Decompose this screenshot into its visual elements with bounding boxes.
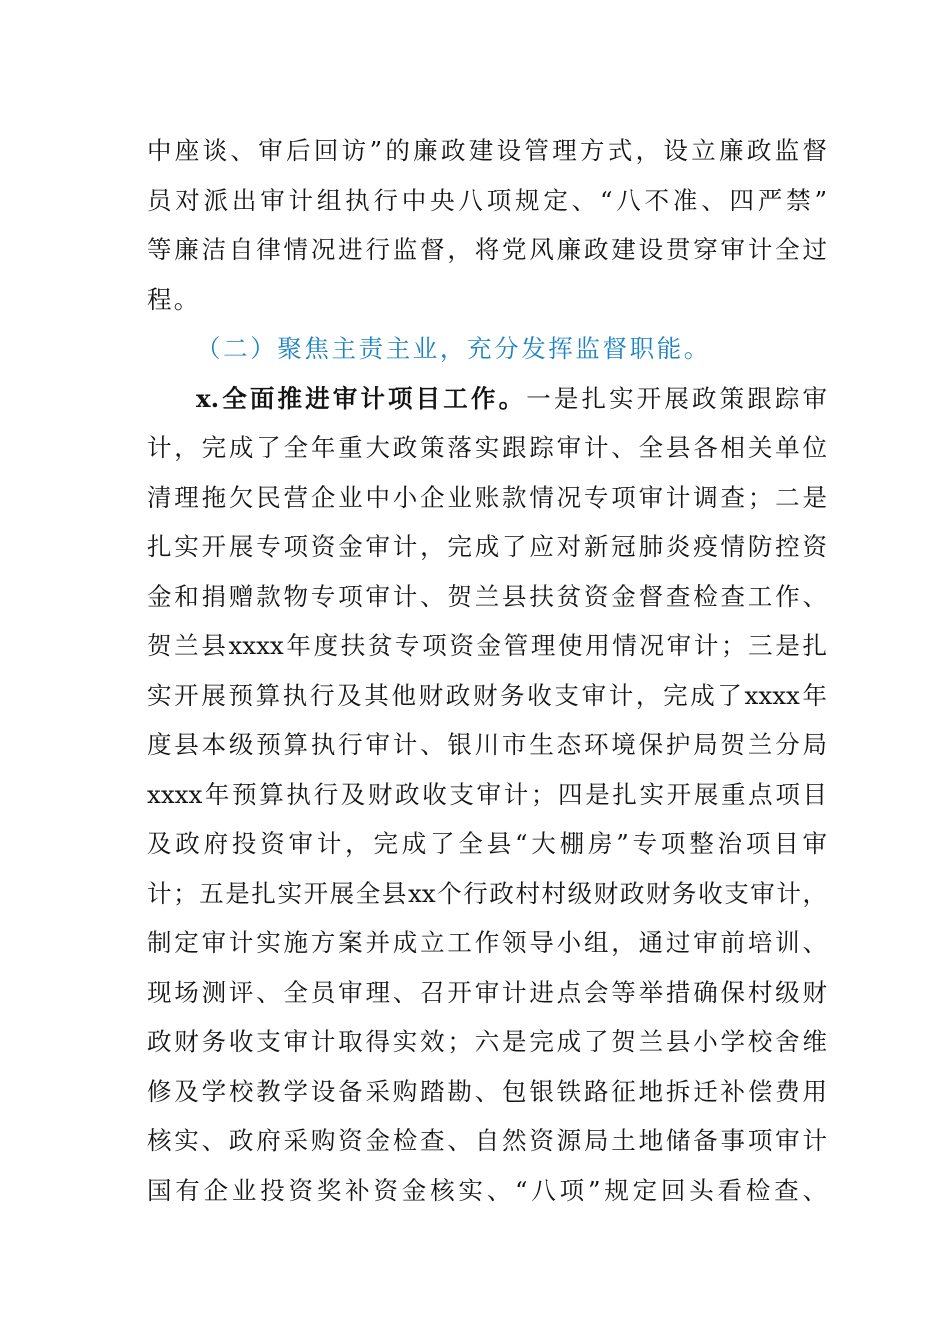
item-first-line-text: 一是扎实开展政策跟踪审 bbox=[526, 383, 828, 413]
paragraph-line: xxxx年预算执行及财政收支审计；四是扎实开展重点项目 bbox=[147, 779, 827, 809]
paragraph-line: 员对派出审计组执行中央八项规定、“八不准、四严禁” bbox=[147, 185, 827, 215]
paragraph-line: 实开展预算执行及其他财政财务收支审计，完成了xxxx年 bbox=[147, 680, 827, 710]
paragraph-line: 等廉洁自律情况进行监督，将党风廉政建设贯穿审计全过 bbox=[147, 235, 827, 264]
paragraph-line: 贺兰县xxxx年度扶贫专项资金管理使用情况审计；三是扎 bbox=[147, 631, 827, 660]
paragraph-line: 中座谈、审后回访”的廉政建设管理方式，设立廉政监督 bbox=[147, 136, 827, 165]
paragraph-line: 现场测评、全员审理、召开审计进点会等举措确保村级财 bbox=[147, 977, 827, 1007]
paragraph-line: 核实、政府采购资金检查、自然资源局土地储备事项审计 bbox=[147, 1126, 827, 1155]
item-first-line bbox=[147, 374, 827, 424]
paragraph-line: 修及学校教学设备采购踏勘、包银铁路征地拆迁补偿费用 bbox=[147, 1076, 827, 1106]
paragraph-line: 程。 bbox=[147, 284, 201, 314]
paragraph-line: 扎实开展专项资金审计，完成了应对新冠肺炎疫情防控资 bbox=[147, 532, 827, 561]
paragraph-line: 政财务收支审计取得实效；六是完成了贺兰县小学校舍维 bbox=[147, 1027, 827, 1056]
body-text bbox=[147, 126, 827, 1215]
paragraph-line: 计；五是扎实开展全县xx个行政村村级财政财务收支审计， bbox=[147, 878, 827, 908]
paragraph-line: 金和捐赠款物专项审计、贺兰县扶贫资金督查检查工作、 bbox=[147, 581, 827, 611]
paragraph-line: 国有企业投资奖补资金核实、“八项”规定回头看检查、 bbox=[147, 1175, 827, 1205]
section-heading: （二）聚焦主责主业，充分发挥监督职能。 bbox=[196, 334, 711, 363]
paragraph-line: 及政府投资审计，完成了全县“大棚房”专项整治项目审 bbox=[147, 829, 827, 858]
paragraph-line: 计，完成了全年重大政策落实跟踪审计、全县各相关单位 bbox=[147, 433, 827, 462]
paragraph-line: 清理拖欠民营企业中小企业账款情况专项审计调查；二是 bbox=[147, 482, 827, 512]
paragraph-line: 制定审计实施方案并成立工作领导小组，通过审前培训、 bbox=[147, 928, 827, 957]
paragraph-line: 度县本级预算执行审计、银川市生态环境保护局贺兰分局 bbox=[147, 730, 827, 759]
item-title: x.全面推进审计项目工作。 bbox=[196, 383, 527, 413]
